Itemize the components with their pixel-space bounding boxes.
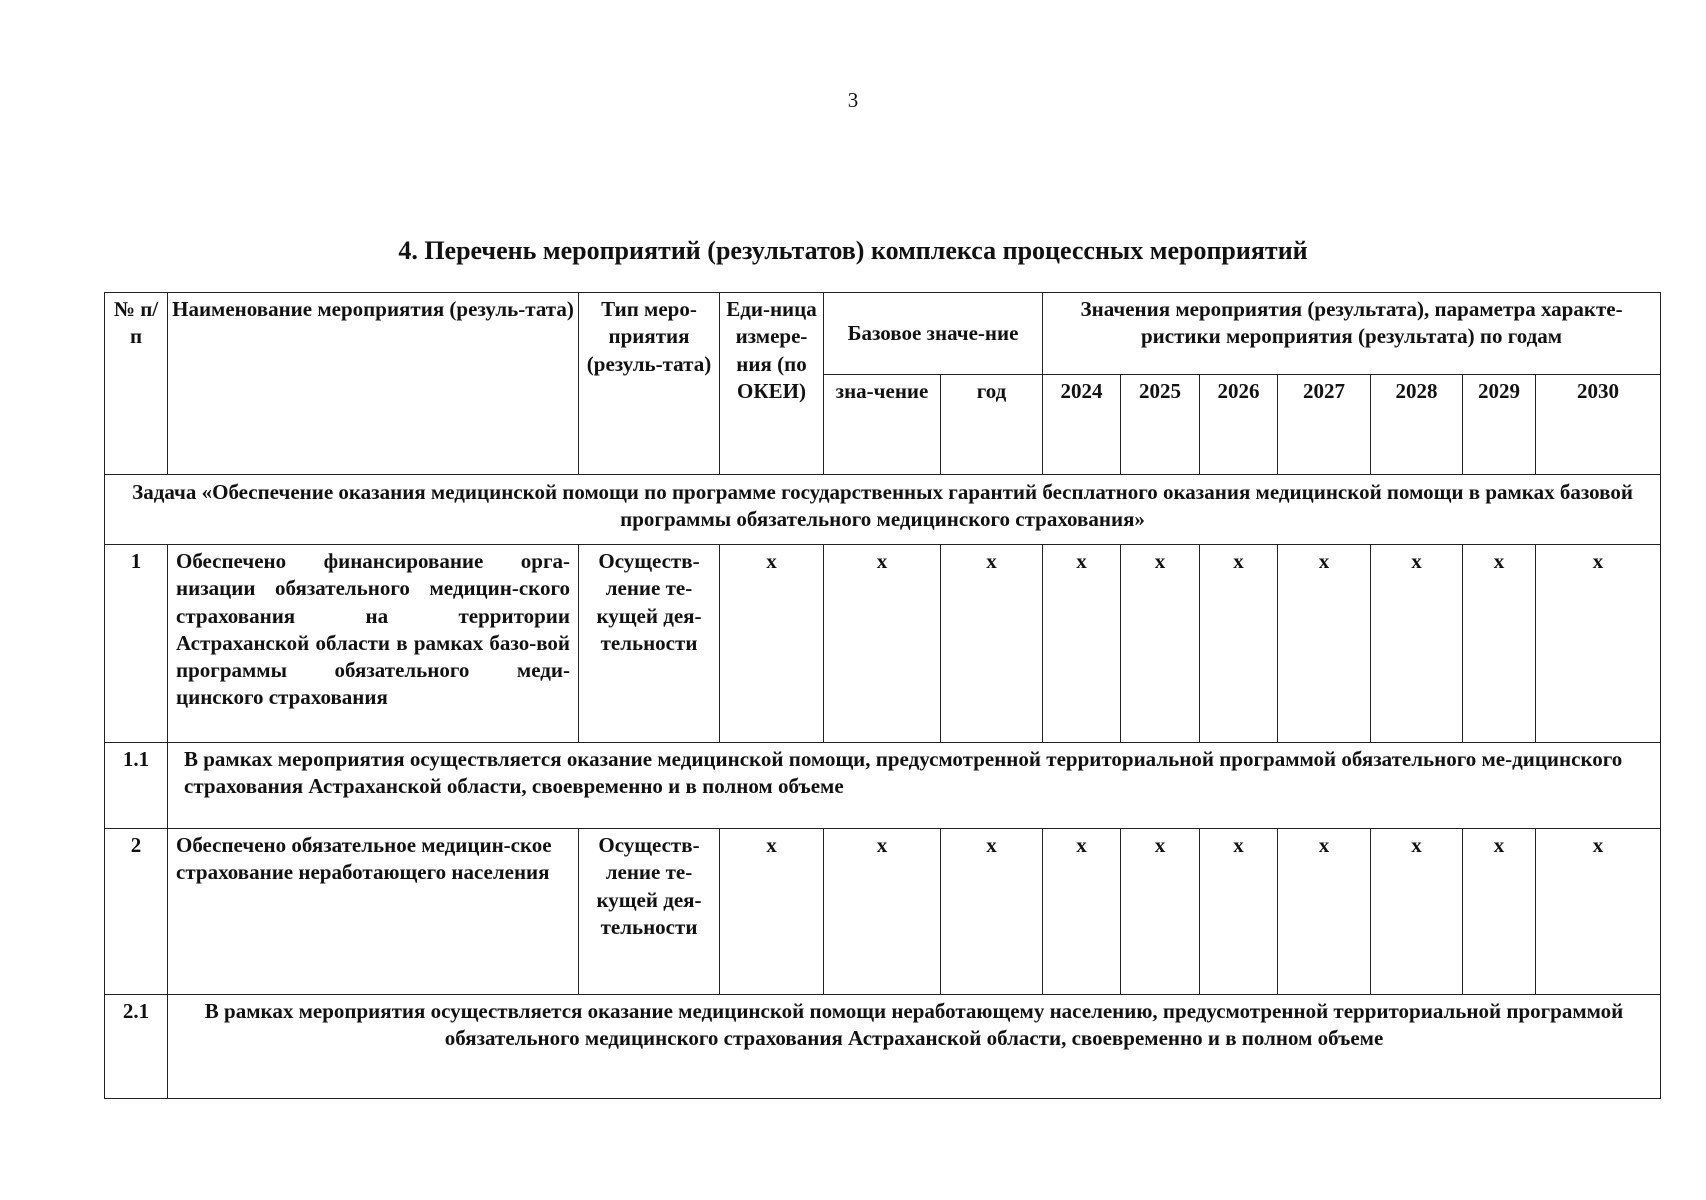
header-year: 2025: [1121, 375, 1200, 475]
header-year: 2029: [1463, 375, 1536, 475]
row-value-2024: х: [1043, 829, 1121, 995]
header-year: 2024: [1043, 375, 1121, 475]
task-text: Задача «Обеспечение оказания медицинской помощи по программе государственных гарантий бесплатного оказания медицинской помощи в рамках базовой программы обязательного медицинского страхования»: [105, 475, 1661, 545]
header-type: Тип меро-приятия (резуль-тата): [579, 293, 720, 475]
row-value-2027: х: [1278, 829, 1371, 995]
header-year: 2028: [1371, 375, 1463, 475]
row-value-2026: х: [1200, 545, 1278, 743]
subrow-text: В рамках мероприятия осуществляется оказание медицинской помощи, предусмотренной территориальной программой обязательного ме-дицинского страхования Астраханской области, своевременно и в полном объеме: [168, 743, 1661, 829]
header-values-by-year: Значения мероприятия (результата), параметра характе-ристики мероприятия (результата) по годам: [1043, 293, 1661, 375]
row-base-year: х: [941, 545, 1043, 743]
table-row: [105, 545, 1661, 743]
table-row: [105, 829, 1661, 995]
header-year: 2026: [1200, 375, 1278, 475]
row-value-2026: х: [1200, 829, 1278, 995]
row-value-2024: х: [1043, 545, 1121, 743]
row-type: Осуществ-ление те-кущей дея-тельности: [579, 545, 720, 743]
row-value-2030: х: [1536, 545, 1661, 743]
row-unit: х: [720, 545, 824, 743]
row-base-value: х: [824, 829, 941, 995]
header-year: 2027: [1278, 375, 1371, 475]
subrow-num: 2.1: [105, 995, 168, 1099]
measures-table: [104, 292, 1661, 1099]
header-name: Наименование мероприятия (резуль-тата): [168, 293, 579, 475]
row-value-2030: х: [1536, 829, 1661, 995]
header-base-value: зна-чение: [824, 375, 941, 475]
subrow-num: 1.1: [105, 743, 168, 829]
page-number: 3: [847, 88, 859, 112]
header-base-year: год: [941, 375, 1043, 475]
row-name: Обеспечено обязательное медицин-ское страхование неработающего населения: [168, 829, 579, 995]
table-subrow: [105, 743, 1661, 829]
row-value-2025: х: [1121, 545, 1200, 743]
row-base-value: х: [824, 545, 941, 743]
row-unit: х: [720, 829, 824, 995]
header-year: 2030: [1536, 375, 1661, 475]
row-value-2028: х: [1371, 829, 1463, 995]
row-name: Обеспечено финансирование орга-низации обязательного медицин-ского страхования на территории Астраханской области в рамках базо-вой программы обязательного меди-цинского страхования: [168, 545, 579, 743]
row-value-2028: х: [1371, 545, 1463, 743]
row-type: Осуществ-ление те-кущей дея-тельности: [579, 829, 720, 995]
table-subrow: [105, 995, 1661, 1099]
header-row-top: [105, 293, 1661, 375]
task-row: [105, 475, 1661, 545]
subrow-text: В рамках мероприятия осуществляется оказание медицинской помощи неработающему населению, предусмотренной территориальной программой обязательного медицинского страхования Астраханской области, своевременно и в полном объеме: [168, 995, 1661, 1099]
document-title: 4. Перечень мероприятий (результатов) комплекса процессных мероприятий: [398, 236, 1308, 265]
row-num: 2: [105, 829, 168, 995]
row-base-year: х: [941, 829, 1043, 995]
row-value-2025: х: [1121, 829, 1200, 995]
header-base: Базовое значе-ние: [824, 293, 1043, 375]
row-value-2029: х: [1463, 829, 1536, 995]
header-unit: Еди-ница измере-ния (по ОКЕИ): [720, 293, 824, 475]
row-num: 1: [105, 545, 168, 743]
row-value-2029: х: [1463, 545, 1536, 743]
header-num: № п/п: [105, 293, 168, 475]
row-value-2027: х: [1278, 545, 1371, 743]
